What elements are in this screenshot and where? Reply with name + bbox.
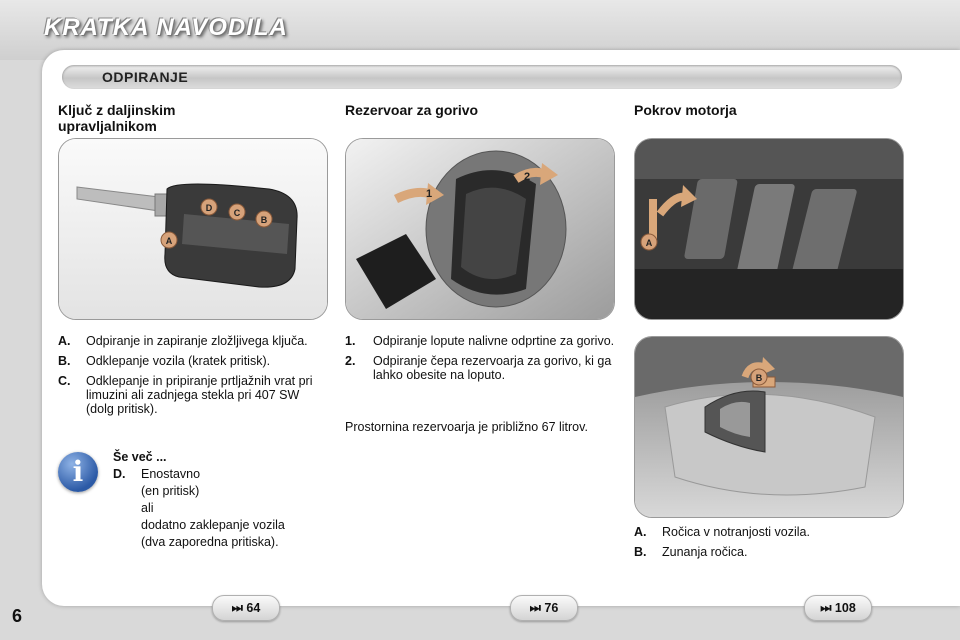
bonnet-heading: Pokrov motorja [634,102,737,118]
section-title: ODPIRANJE [102,69,189,85]
key-heading [58,102,175,134]
list-item: B. Zunanja ročica. [634,545,748,559]
key-heading-line2: upravljalnikom [58,118,157,134]
key-label-c: C [233,208,241,218]
key-list [58,334,328,422]
fuel-label-2: 2 [524,171,531,183]
more-title: Še več ... [113,450,167,464]
bonnet-exterior-photo [634,336,904,518]
list-item: A. Ročica v notranjosti vozila. [634,525,810,539]
fuel-heading: Rezervoar za gorivo [345,102,479,118]
list-item: 1. Odpiranje lopute nalivne odprtine za gorivo. [345,334,615,348]
list-item: 2. Odpiranje čepa rezervoarja za gorivo, ki ga lahko obesite na loputo. [345,354,612,382]
more-block: D. Enostavno (en pritisk) ali dodatno zaklepanje vozila (dva zaporedna pritiska). [113,467,285,549]
info-icon: i [58,452,98,492]
list-item: B. Odklepanje vozila (kratek pritisk). [58,354,271,368]
bonnet-list [634,525,904,565]
page-number: 6 [12,606,23,626]
bonnet-label-a: A [645,238,653,248]
page-title: KRATKA NAVODILA [44,14,288,41]
page-ref-76[interactable]: ⏭ 76 [510,595,578,621]
page-ref-64[interactable]: ⏭ 64 [212,595,280,621]
list-item: A. Odpiranje in zapiranje zložljivega ključa. [58,334,308,348]
key-label-d: D [205,203,213,213]
key-heading-line1: Ključ z daljinskim [58,102,176,118]
key-label-a: A [165,236,173,246]
page-ref-108[interactable]: ⏭ 108 [804,595,872,621]
fuel-photo [345,138,615,320]
bonnet-interior-photo [634,138,904,320]
fuel-list [345,334,615,388]
fuel-capacity: Prostornina rezervoarja je približno 67 litrov. [345,420,588,434]
bonnet-label-b: B [755,373,763,383]
list-item: C. Odklepanje in pripiranje prtljažnih vrat pri limuzini ali zadnjega stekla pri 407 SW (dolg pritisk). [58,374,313,416]
fuel-label-1: 1 [426,188,433,200]
key-photo [58,138,328,320]
key-label-b: B [260,215,268,225]
